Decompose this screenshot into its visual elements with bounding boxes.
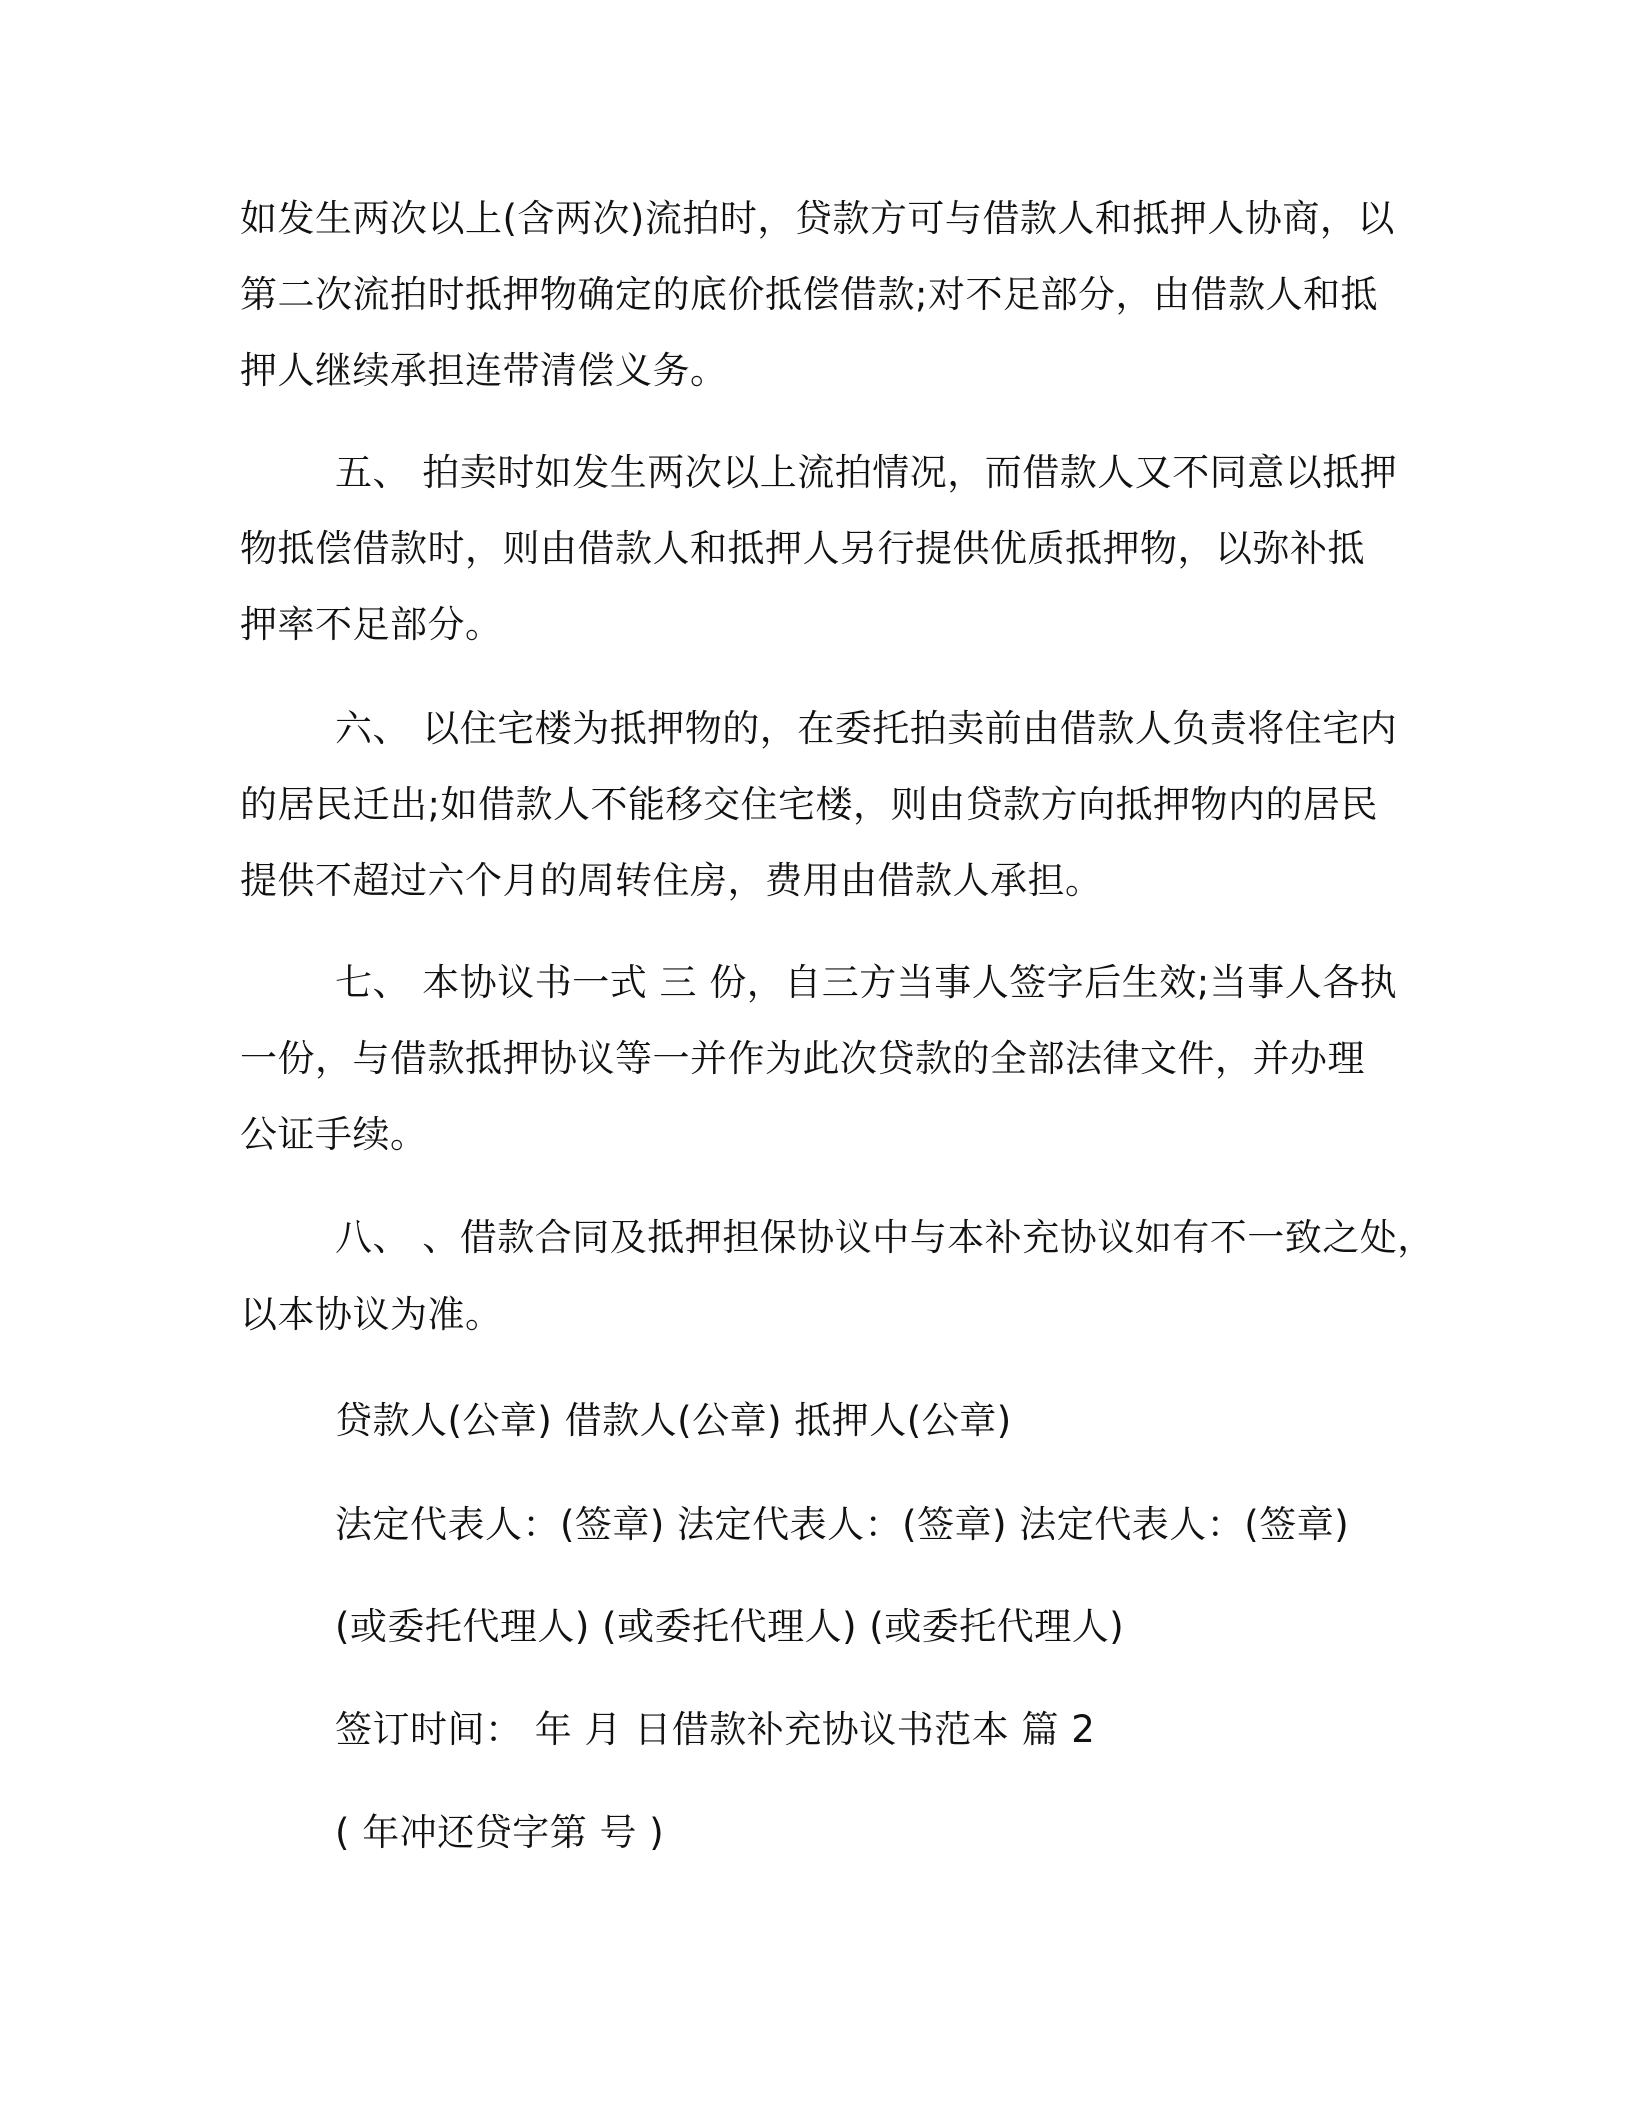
paragraph-line: 物抵偿借款时，则由借款人和抵押人另行提供优质抵押物，以弥补抵	[240, 527, 1365, 570]
paragraph-line: 五、 拍卖时如发生两次以上流拍情况，而借款人又不同意以抵押	[335, 451, 1398, 494]
paragraph-line: 的居民迁出;如借款人不能移交住宅楼，则由贷款方向抵押物内的居民	[240, 783, 1378, 826]
signature-line: 法定代表人：(签章) 法定代表人：(签章) 法定代表人：(签章)	[335, 1503, 1350, 1546]
paragraph-line: 公证手续。	[240, 1113, 428, 1156]
paragraph-line: 一份，与借款抵押协议等一并作为此次贷款的全部法律文件，并办理	[240, 1037, 1365, 1080]
signature-line: 贷款人(公章) 借款人(公章) 抵押人(公章)	[335, 1399, 1012, 1442]
date-line: 签订时间： 年 月 日借款补充协议书范本 篇 2	[335, 1708, 1096, 1751]
paragraph-line: 以本协议为准。	[240, 1293, 503, 1336]
paragraph-line: 七、 本协议书一式 三 份，自三方当事人签字后生效;当事人各执	[335, 961, 1398, 1004]
paragraph-line: 提供不超过六个月的周转住房，费用由借款人承担。	[240, 859, 1103, 902]
signature-line: (或委托代理人) (或委托代理人) (或委托代理人)	[335, 1605, 1125, 1648]
paragraph-line: 押率不足部分。	[240, 603, 503, 646]
paragraph-line: 押人继续承担连带清偿义务。	[240, 349, 728, 392]
reference-line: ( 年冲还贷字第 号 )	[335, 1811, 665, 1854]
paragraph-line: 八、 、借款合同及抵押担保协议中与本补充协议如有不一致之处，	[335, 1216, 1435, 1259]
paragraph-line: 六、 以住宅楼为抵押物的，在委托拍卖前由借款人负责将住宅内	[335, 707, 1398, 750]
paragraph-line: 第二次流拍时抵押物确定的底价抵偿借款;对不足部分，由借款人和抵	[240, 273, 1378, 316]
paragraph-line: 如发生两次以上(含两次)流拍时，贷款方可与借款人和抵押人协商，以	[240, 197, 1395, 240]
